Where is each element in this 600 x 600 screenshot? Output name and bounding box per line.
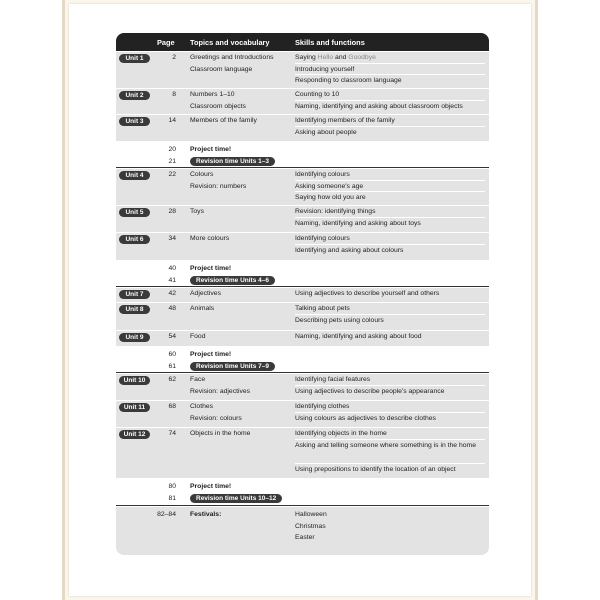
project-row — [116, 260, 489, 287]
header-topics: Topics and vocabulary — [190, 38, 270, 47]
unit-row — [116, 168, 489, 205]
topic: Numbers 1–10 — [190, 91, 235, 98]
topic: Clothes — [190, 403, 214, 410]
project-title: Project time! — [190, 146, 232, 153]
page-number: 14 — [168, 117, 176, 124]
topic: Colours — [190, 171, 214, 178]
festival: Christmas — [295, 522, 326, 530]
skill: Identifying colours — [295, 233, 485, 245]
unit-row — [116, 205, 489, 232]
project-title: Project time! — [190, 265, 232, 272]
topic: Revision: adjectives — [190, 387, 251, 395]
page-number: 21 — [168, 157, 176, 165]
topic: Food — [190, 333, 206, 340]
topic: Animals — [190, 305, 215, 312]
skill: Identifying clothes — [295, 401, 485, 413]
topic: Festivals: — [190, 511, 222, 518]
topic: Greetings and Introductions — [190, 54, 274, 61]
header-page: Page — [157, 38, 175, 47]
page-number: 22 — [168, 171, 176, 178]
skill: Identifying colours — [295, 169, 485, 181]
unit-row — [116, 88, 489, 114]
revision-badge: Revision time Units 7–9 — [190, 362, 275, 371]
unit-badge: Unit 8 — [119, 305, 150, 314]
unit-badge: Unit 1 — [119, 54, 150, 63]
skill: Talking about pets — [295, 303, 485, 315]
page-number: 68 — [168, 403, 176, 410]
unit-badge: Unit 6 — [119, 235, 150, 244]
skill: Identifying members of the family — [295, 115, 485, 127]
unit-row — [116, 232, 489, 260]
skill: Responding to classroom language — [295, 77, 402, 84]
festivals-row — [116, 506, 489, 555]
skill: Using colours as adjectives to describe clothes — [295, 414, 436, 422]
topic: Revision: colours — [190, 414, 242, 422]
topic: Face — [190, 376, 206, 383]
festival: Halloween — [295, 511, 327, 518]
unit-row — [116, 287, 489, 302]
skill: Using adjectives to describe yourself and others — [295, 290, 440, 297]
skill: Revision: identifying things — [295, 206, 485, 218]
skill: Asking someone's age — [295, 181, 485, 193]
skill: Using prepositions to identify the location of an object — [295, 465, 456, 473]
skill: Asking and telling someone where something is in the home — [295, 440, 485, 464]
skill: Naming, identifying and asking about food — [295, 333, 422, 340]
unit-row — [116, 114, 489, 141]
contents-table — [116, 33, 489, 555]
skill: Identifying facial features — [295, 374, 485, 386]
skill: Naming, identifying and asking about toys — [295, 219, 421, 227]
project-row — [116, 346, 489, 373]
skill: Identifying and asking about colours — [295, 246, 404, 254]
page-number: 8 — [172, 91, 176, 98]
page-number: 61 — [168, 362, 176, 370]
page-number: 40 — [168, 265, 176, 272]
topic: Members of the family — [190, 117, 257, 124]
unit-badge: Unit 2 — [119, 91, 150, 100]
skill: Using adjectives to describe people's appearance — [295, 387, 445, 395]
page-number: 74 — [168, 430, 176, 437]
page-number: 48 — [168, 305, 176, 312]
skill: Counting to 10 — [295, 89, 485, 101]
project-title: Project time! — [190, 351, 232, 358]
page-number: 2 — [172, 54, 176, 61]
project-row — [116, 478, 489, 506]
project-row — [116, 141, 489, 168]
skill-rich-text: Saying Hello and Goodbye — [295, 54, 376, 61]
topic: More colours — [190, 235, 230, 242]
page-number: 82–84 — [157, 511, 176, 518]
page-number: 81 — [168, 494, 176, 502]
page-number: 41 — [168, 276, 176, 284]
page-number: 62 — [168, 376, 176, 383]
topic: Classroom language — [190, 65, 253, 73]
unit-row — [116, 400, 489, 427]
skill: Asking about people — [295, 128, 357, 136]
page-number: 42 — [168, 290, 176, 297]
skill: Saying how old you are — [295, 194, 366, 201]
page-number: 34 — [168, 235, 176, 242]
skill: Describing pets using colours — [295, 316, 384, 324]
unit-badge: Unit 5 — [119, 208, 150, 217]
skill: Identifying objects in the home — [295, 428, 485, 440]
unit-row — [116, 373, 489, 400]
revision-badge: Revision time Units 4–6 — [190, 276, 275, 285]
topic: Toys — [190, 208, 204, 215]
table-header — [116, 33, 489, 51]
topic: Classroom objects — [190, 102, 246, 110]
unit-row — [116, 330, 489, 346]
skill — [295, 52, 485, 64]
unit-badge: Unit 9 — [119, 333, 150, 342]
revision-badge: Revision time Units 10–12 — [190, 494, 282, 503]
unit-badge: Unit 4 — [119, 171, 150, 180]
page-number: 20 — [168, 146, 176, 153]
page-number: 54 — [168, 333, 176, 340]
page-number: 28 — [168, 208, 176, 215]
unit-row — [116, 427, 489, 478]
page-number: 60 — [168, 351, 176, 358]
project-title: Project time! — [190, 483, 232, 490]
unit-row — [116, 302, 489, 330]
unit-badge: Unit 11 — [119, 403, 150, 412]
skill: Naming, identifying and asking about classroom objects — [295, 102, 463, 110]
unit-badge: Unit 7 — [119, 290, 150, 299]
revision-badge: Revision time Units 1–3 — [190, 157, 275, 166]
topic: Objects in the home — [190, 430, 251, 437]
header-skills: Skills and functions — [295, 38, 365, 47]
unit-badge: Unit 3 — [119, 117, 150, 126]
page-number: 80 — [168, 483, 176, 490]
festival: Easter — [295, 534, 315, 541]
topic: Revision: numbers — [190, 182, 247, 190]
unit-badge: Unit 10 — [119, 376, 150, 385]
unit-badge: Unit 12 — [119, 430, 150, 439]
unit-row — [116, 51, 489, 88]
skill: Introducing yourself — [295, 64, 485, 76]
topic: Adjectives — [190, 290, 221, 297]
